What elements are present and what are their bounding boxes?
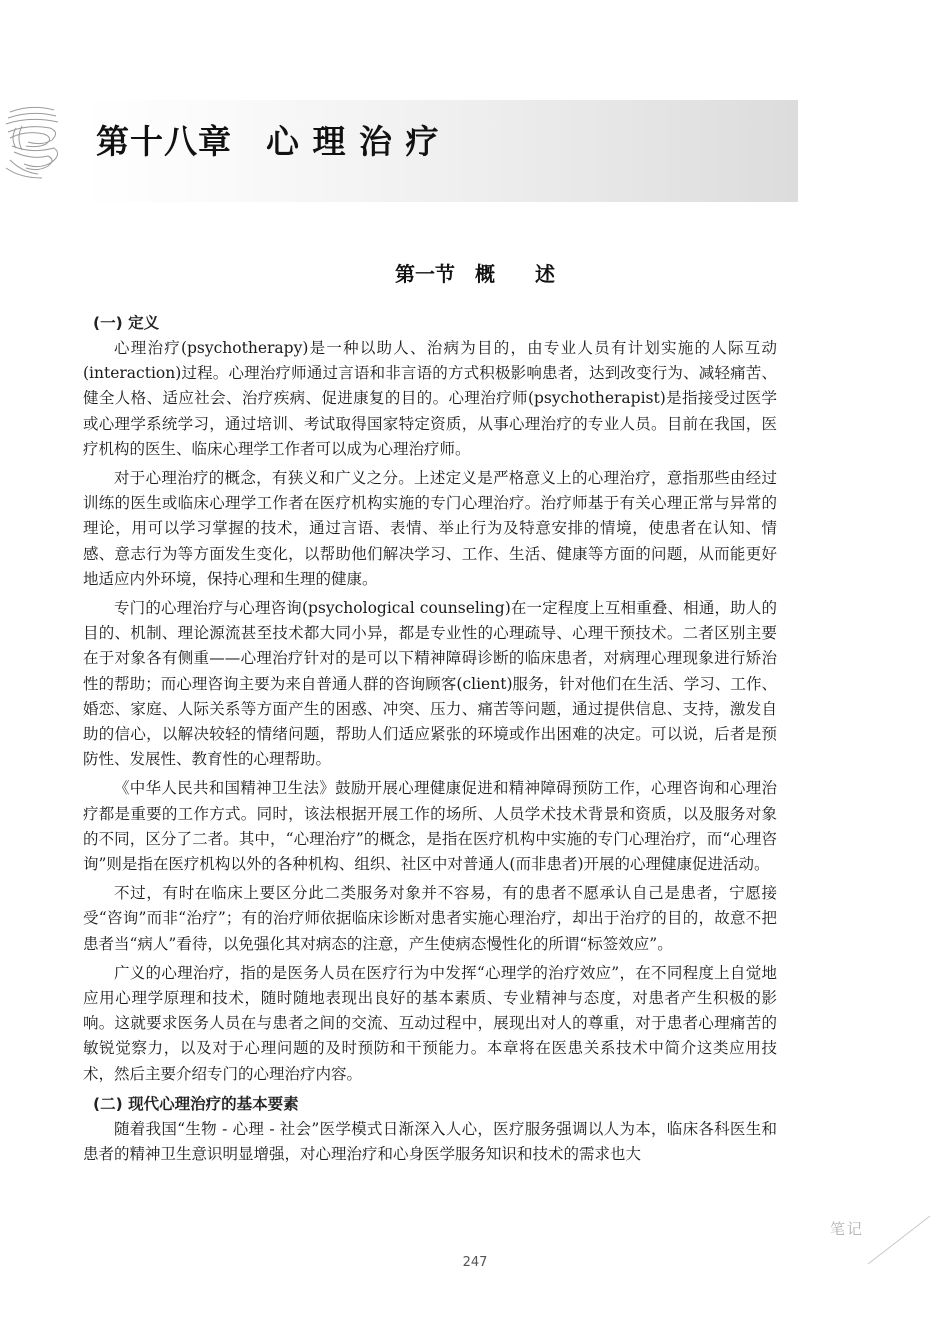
section-title: 第一节 概 述	[395, 262, 555, 286]
paragraph-narrow-broad: 对于心理治疗的概念，有狭义和广义之分。上述定义是严格意义上的心理治疗，意指那些由经过训练的医生或临床心理学工作者在医疗机构实施的专门心理治疗。治疗师基于有关心理正常与异常的理论，用可以学习掌握的技术，通过言语、表情、举止行为及特意安排的情境，使患者在认知、情感、意志行为等方面发生变化，以帮助他们解决学习、工作、生活、健康等方面的问题，从而能更好地适应内外环境，保持心理和生理的健康。	[83, 469, 777, 588]
page-number: 247	[462, 1255, 488, 1270]
subsection-heading-definition: (一) 定义	[93, 314, 160, 332]
paragraph-counseling: 专门的心理治疗与心理咨询(psychological counseling)在一定程度上互相重叠、相通，助人的目的、机制、理论源流甚至技术都大同小异，都是专业性的心理疏导、心理干预技术。二者区别主要在于对象各有侧重——心理治疗针对的是可以下精神障碍诊断的临床患者，对病理心理现象进行矫治性的帮助；而心理咨询主要为来自普通人群的咨询顾客(client)服务，针对他们在生活、学习、工作、婚恋、家庭、人际关系等方面产生的困惑、冲突、压力、痛苦等问题，通过提供信息、支持，激发自助的信心，以解决较轻的情绪问题，帮助人们适应紧张的环境或作出困难的决定。可以说，后者是预防性、发展性、教育性的心理帮助。	[83, 599, 777, 769]
paragraph-definition: 心理治疗(psychotherapy)是一种以助人、治病为目的，由专业人员有计划实施的人际互动(interaction)过程。心理治疗师通过言语和非言语的方式积极影响患者，达到改变行为、减轻痛苦、健全人格、适应社会、治疗疾病、促进康复的目的。心理治疗师(psychotherapist)是指接受过医学或心理学系统学习，通过培训、考试取得国家特定资质，从事心理治疗的专业人员。目前在我国，医疗机构的医生、临床心理学工作者可以成为心理治疗师。	[83, 339, 777, 458]
paragraph-clinical-distinction: 不过，有时在临床上要区分此二类服务对象并不容易，有的患者不愿承认自己是患者，宁愿接受“咨询”而非“治疗”；有的治疗师依据临床诊断对患者实施心理治疗，却出于治疗的目的，故意不把患者当“病人”看待，以免强化其对病态的注意，产生使病态慢性化的所谓“标签效应”。	[83, 884, 777, 953]
margin-note-label: 笔记	[830, 1220, 865, 1238]
body-text	[83, 310, 777, 1171]
paragraph-mental-health-law: 《中华人民共和国精神卫生法》鼓励开展心理健康促进和精神障碍预防工作，心理咨询和心理治疗都是重要的工作方式。同时，该法根据开展工作的场所、人员学术技术背景和资质，以及服务对象的不同，区分了二者。其中，“心理治疗”的概念，是指在医疗机构中实施的专门心理治疗，而“心理咨询”则是指在医疗机构以外的各种机构、组织、社区中对普通人(而非患者)开展的心理健康促进活动。	[83, 779, 777, 874]
chapter-title: 第十八章 心 理 治 疗	[96, 122, 440, 161]
subsection-heading-basic-elements: (二) 现代心理治疗的基本要素	[93, 1094, 299, 1113]
margin-note	[830, 1212, 940, 1282]
paragraph-medical-model: 随着我国“生物 - 心理 - 社会”医学模式日渐深入人心，医疗服务强调以人为本，临床各科医生和患者的精神卫生意识明显增强，对心理治疗和心身医学服务知识和技术的需求也大	[83, 1119, 777, 1164]
paragraph-broad-psychotherapy: 广义的心理治疗，指的是医务人员在医疗行为中发挥“心理学的治疗效应”，在不同程度上自觉地应用心理学原理和技术，随时随地表现出良好的基本素质、专业精神与态度，对患者产生积极的影响。这就要求医务人员在与患者之间的交流、互动过程中，展现出对人的尊重，对于患者心理痛苦的敏锐觉察力，以及对于心理问题的及时预防和干预能力。本章将在医患关系技术中简介这类应用技术，然后主要介绍专门的心理治疗内容。	[83, 963, 777, 1083]
swirl-logo-icon	[2, 98, 64, 182]
